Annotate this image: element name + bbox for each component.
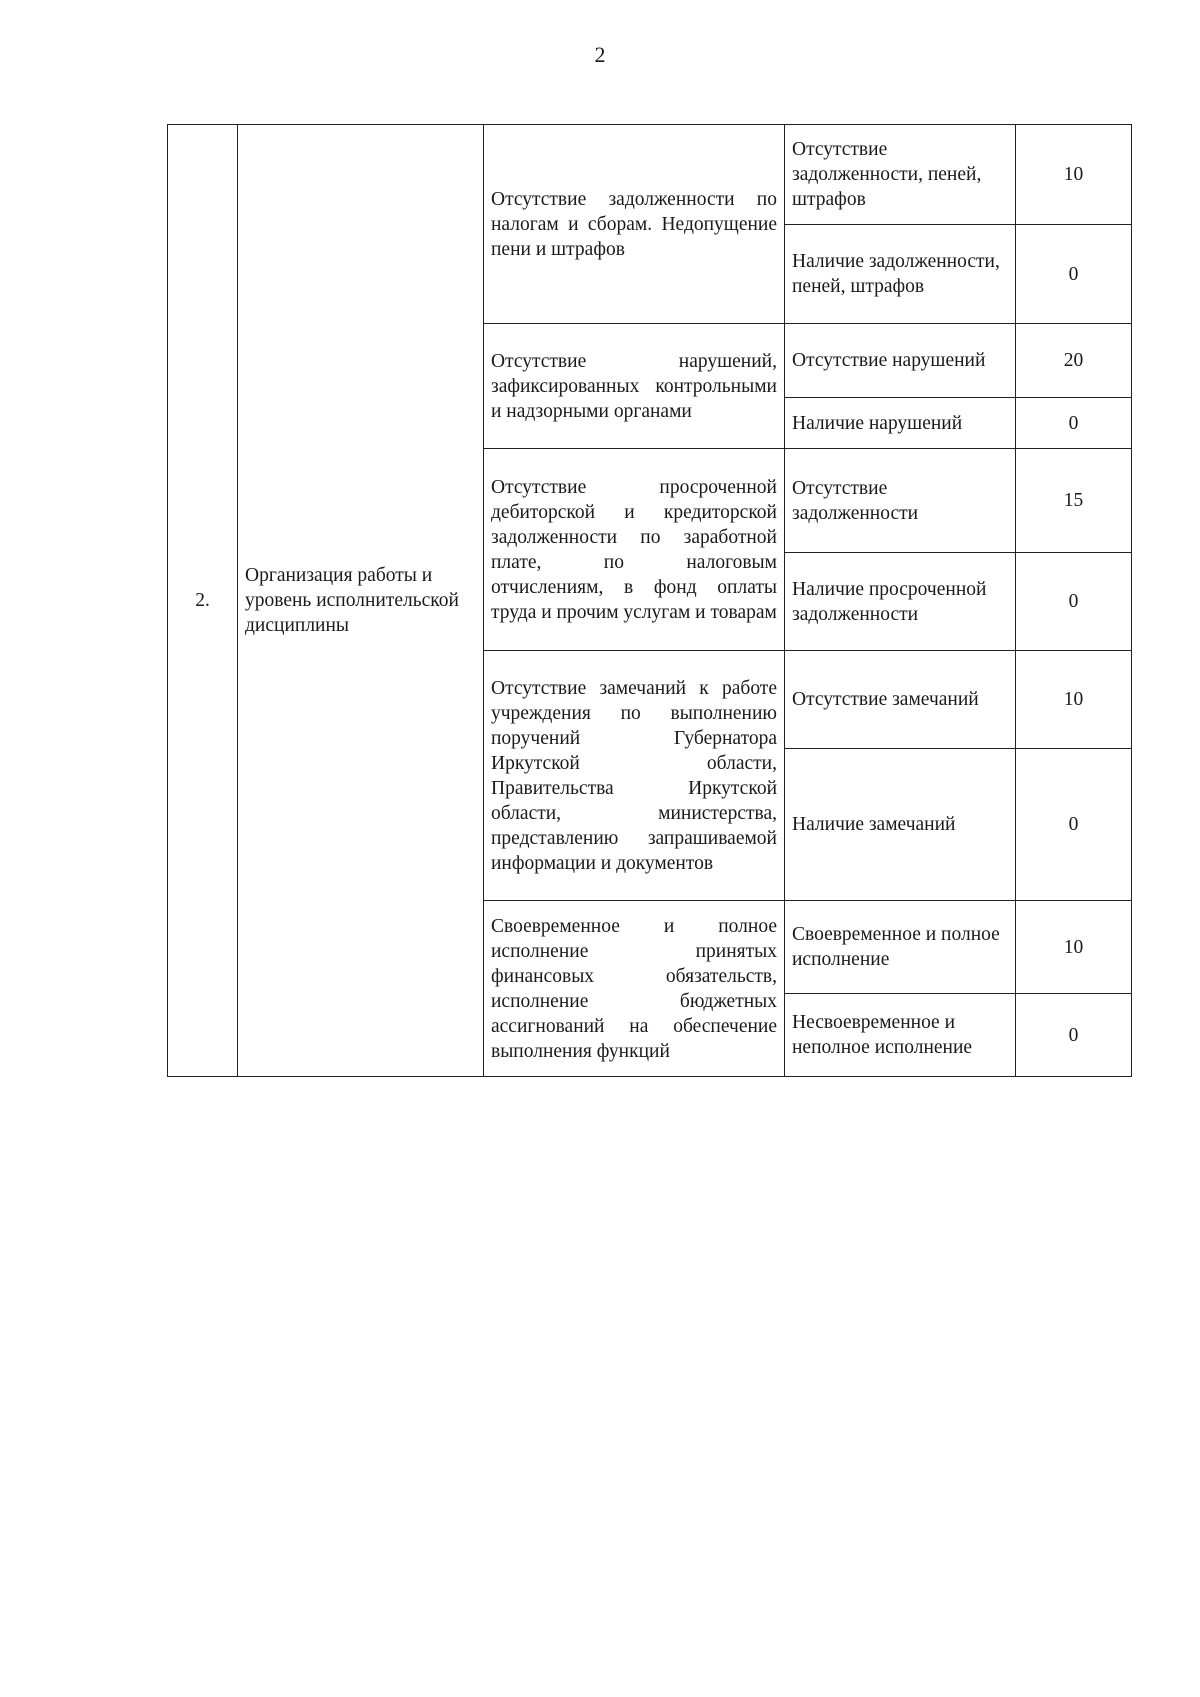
criteria-table (167, 124, 1132, 1077)
page-number: 2 (594, 42, 606, 67)
score-cell: 10 (1016, 125, 1132, 225)
indicator-cell: Отсутствие задолженности по налогам и сборам. Недопущение пени и штрафов (484, 125, 785, 324)
table-row (168, 125, 1132, 225)
condition-cell: Наличие просроченной задолженности (785, 553, 1016, 651)
score-cell: 15 (1016, 449, 1132, 553)
score-cell: 10 (1016, 901, 1132, 994)
indicator-cell: Отсутствие просроченной дебиторской и кредиторской задолженности по заработной плате, по налоговым отчислениям, в фонд оплаты труда и прочим услугам и товарам (484, 449, 785, 651)
score-cell: 0 (1016, 749, 1132, 901)
indicator-cell: Отсутствие нарушений, зафиксированных контрольными и надзорными органами (484, 324, 785, 449)
condition-cell: Несвоевременное и неполное исполнение (785, 994, 1016, 1077)
row-number: 2. (168, 125, 238, 1077)
score-cell: 20 (1016, 324, 1132, 398)
score-cell: 0 (1016, 553, 1132, 651)
condition-cell: Отсутствие замечаний (785, 651, 1016, 749)
score-cell: 0 (1016, 225, 1132, 324)
indicator-cell: Отсутствие замечаний к работе учреждения по выполнению поручений Губернатора Иркутской области, Правительства Иркутской области, министерства, представлению запрашиваемой информации и документов (484, 651, 785, 901)
condition-cell: Наличие задолженности, пеней, штрафов (785, 225, 1016, 324)
condition-cell: Наличие нарушений (785, 398, 1016, 449)
score-cell: 10 (1016, 651, 1132, 749)
evaluation-area: Организация работы и уровень исполнительской дисциплины (238, 125, 484, 1077)
indicator-cell: Своевременное и полное исполнение принятых финансовых обязательств, исполнение бюджетных ассигнований на обеспечение выполнения функций (484, 901, 785, 1077)
score-cell: 0 (1016, 994, 1132, 1077)
condition-cell: Отсутствие задолженности, пеней, штрафов (785, 125, 1016, 225)
condition-cell: Своевременное и полное исполнение (785, 901, 1016, 994)
condition-cell: Отсутствие нарушений (785, 324, 1016, 398)
condition-cell: Отсутствие задолженности (785, 449, 1016, 553)
condition-cell: Наличие замечаний (785, 749, 1016, 901)
score-cell: 0 (1016, 398, 1132, 449)
